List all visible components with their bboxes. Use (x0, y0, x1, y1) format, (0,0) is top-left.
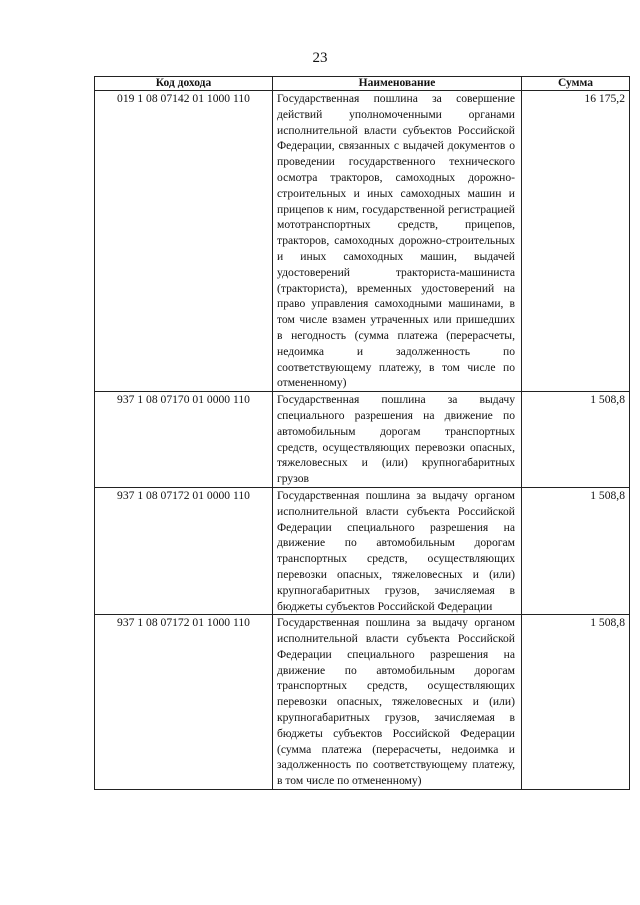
income-code: 937 1 08 07172 01 0000 110 (95, 487, 273, 614)
income-code: 937 1 08 07170 01 0000 110 (95, 392, 273, 488)
income-code: 937 1 08 07172 01 1000 110 (95, 615, 273, 790)
revenue-table (94, 76, 630, 790)
table-row (95, 91, 630, 392)
table-row (95, 392, 630, 488)
income-name: Государственная пошлина за выдачу специального разрешения на движение по автомобильным дорогам транспортных средств, осуществляющих перевозки опасных, тяжеловесных и (или) крупногабаритных грузов (273, 392, 522, 488)
income-code: 019 1 08 07142 01 1000 110 (95, 91, 273, 392)
income-sum: 16 175,2 (522, 91, 630, 392)
income-name: Государственная пошлина за выдачу органом исполнительной власти субъекта Российской Федерации специального разрешения на движение по автомобильным дорогам транспортных средств, осуществляющих перевозки опасных, тяжеловесных и (или) крупногабаритных грузов, зачисляемая в бюджеты субъектов Российской Федерации (273, 487, 522, 614)
table-row (95, 487, 630, 614)
income-sum: 1 508,8 (522, 615, 630, 790)
income-sum: 1 508,8 (522, 487, 630, 614)
header-sum: Сумма (522, 77, 630, 91)
page-number: 23 (312, 50, 328, 66)
table-header-row (95, 77, 630, 91)
table-row (95, 615, 630, 790)
income-name: Государственная пошлина за совершение действий уполномоченными органами исполнительной власти субъектов Российской Федерации, связанных с выдачей документов о проведении государственного технического осмотра тракторов, самоходных дорожно-строительных и иных самоходных машин и прицепов к ним, государственной регистрацией мототранспортных средств, прицепов, тракторов, самоходных дорожно-строительных и иных самоходных машин, выдачей удостоверений тракториста-машиниста (тракториста), временных удостоверений на право управления самоходными машинами, в том числе взамен утраченных или пришедших в негодность (сумма платежа (перерасчеты, недоимка и задолженность по соответствующему платежу, в том числе по отмененному) (273, 91, 522, 392)
header-code: Код дохода (95, 77, 273, 91)
income-name: Государственная пошлина за выдачу органом исполнительной власти субъекта Российской Федерации специального разрешения на движение по автомобильным дорогам транспортных средств, осуществляющих перевозки опасных, тяжеловесных и (или) крупногабаритных грузов, зачисляемая в бюджеты субъектов Российской Федерации (сумма платежа (перерасчеты, недоимка и задолженность по соответствующему платежу, в том числе по отмененному) (273, 615, 522, 790)
income-sum: 1 508,8 (522, 392, 630, 488)
header-name: Наименование (273, 77, 522, 91)
